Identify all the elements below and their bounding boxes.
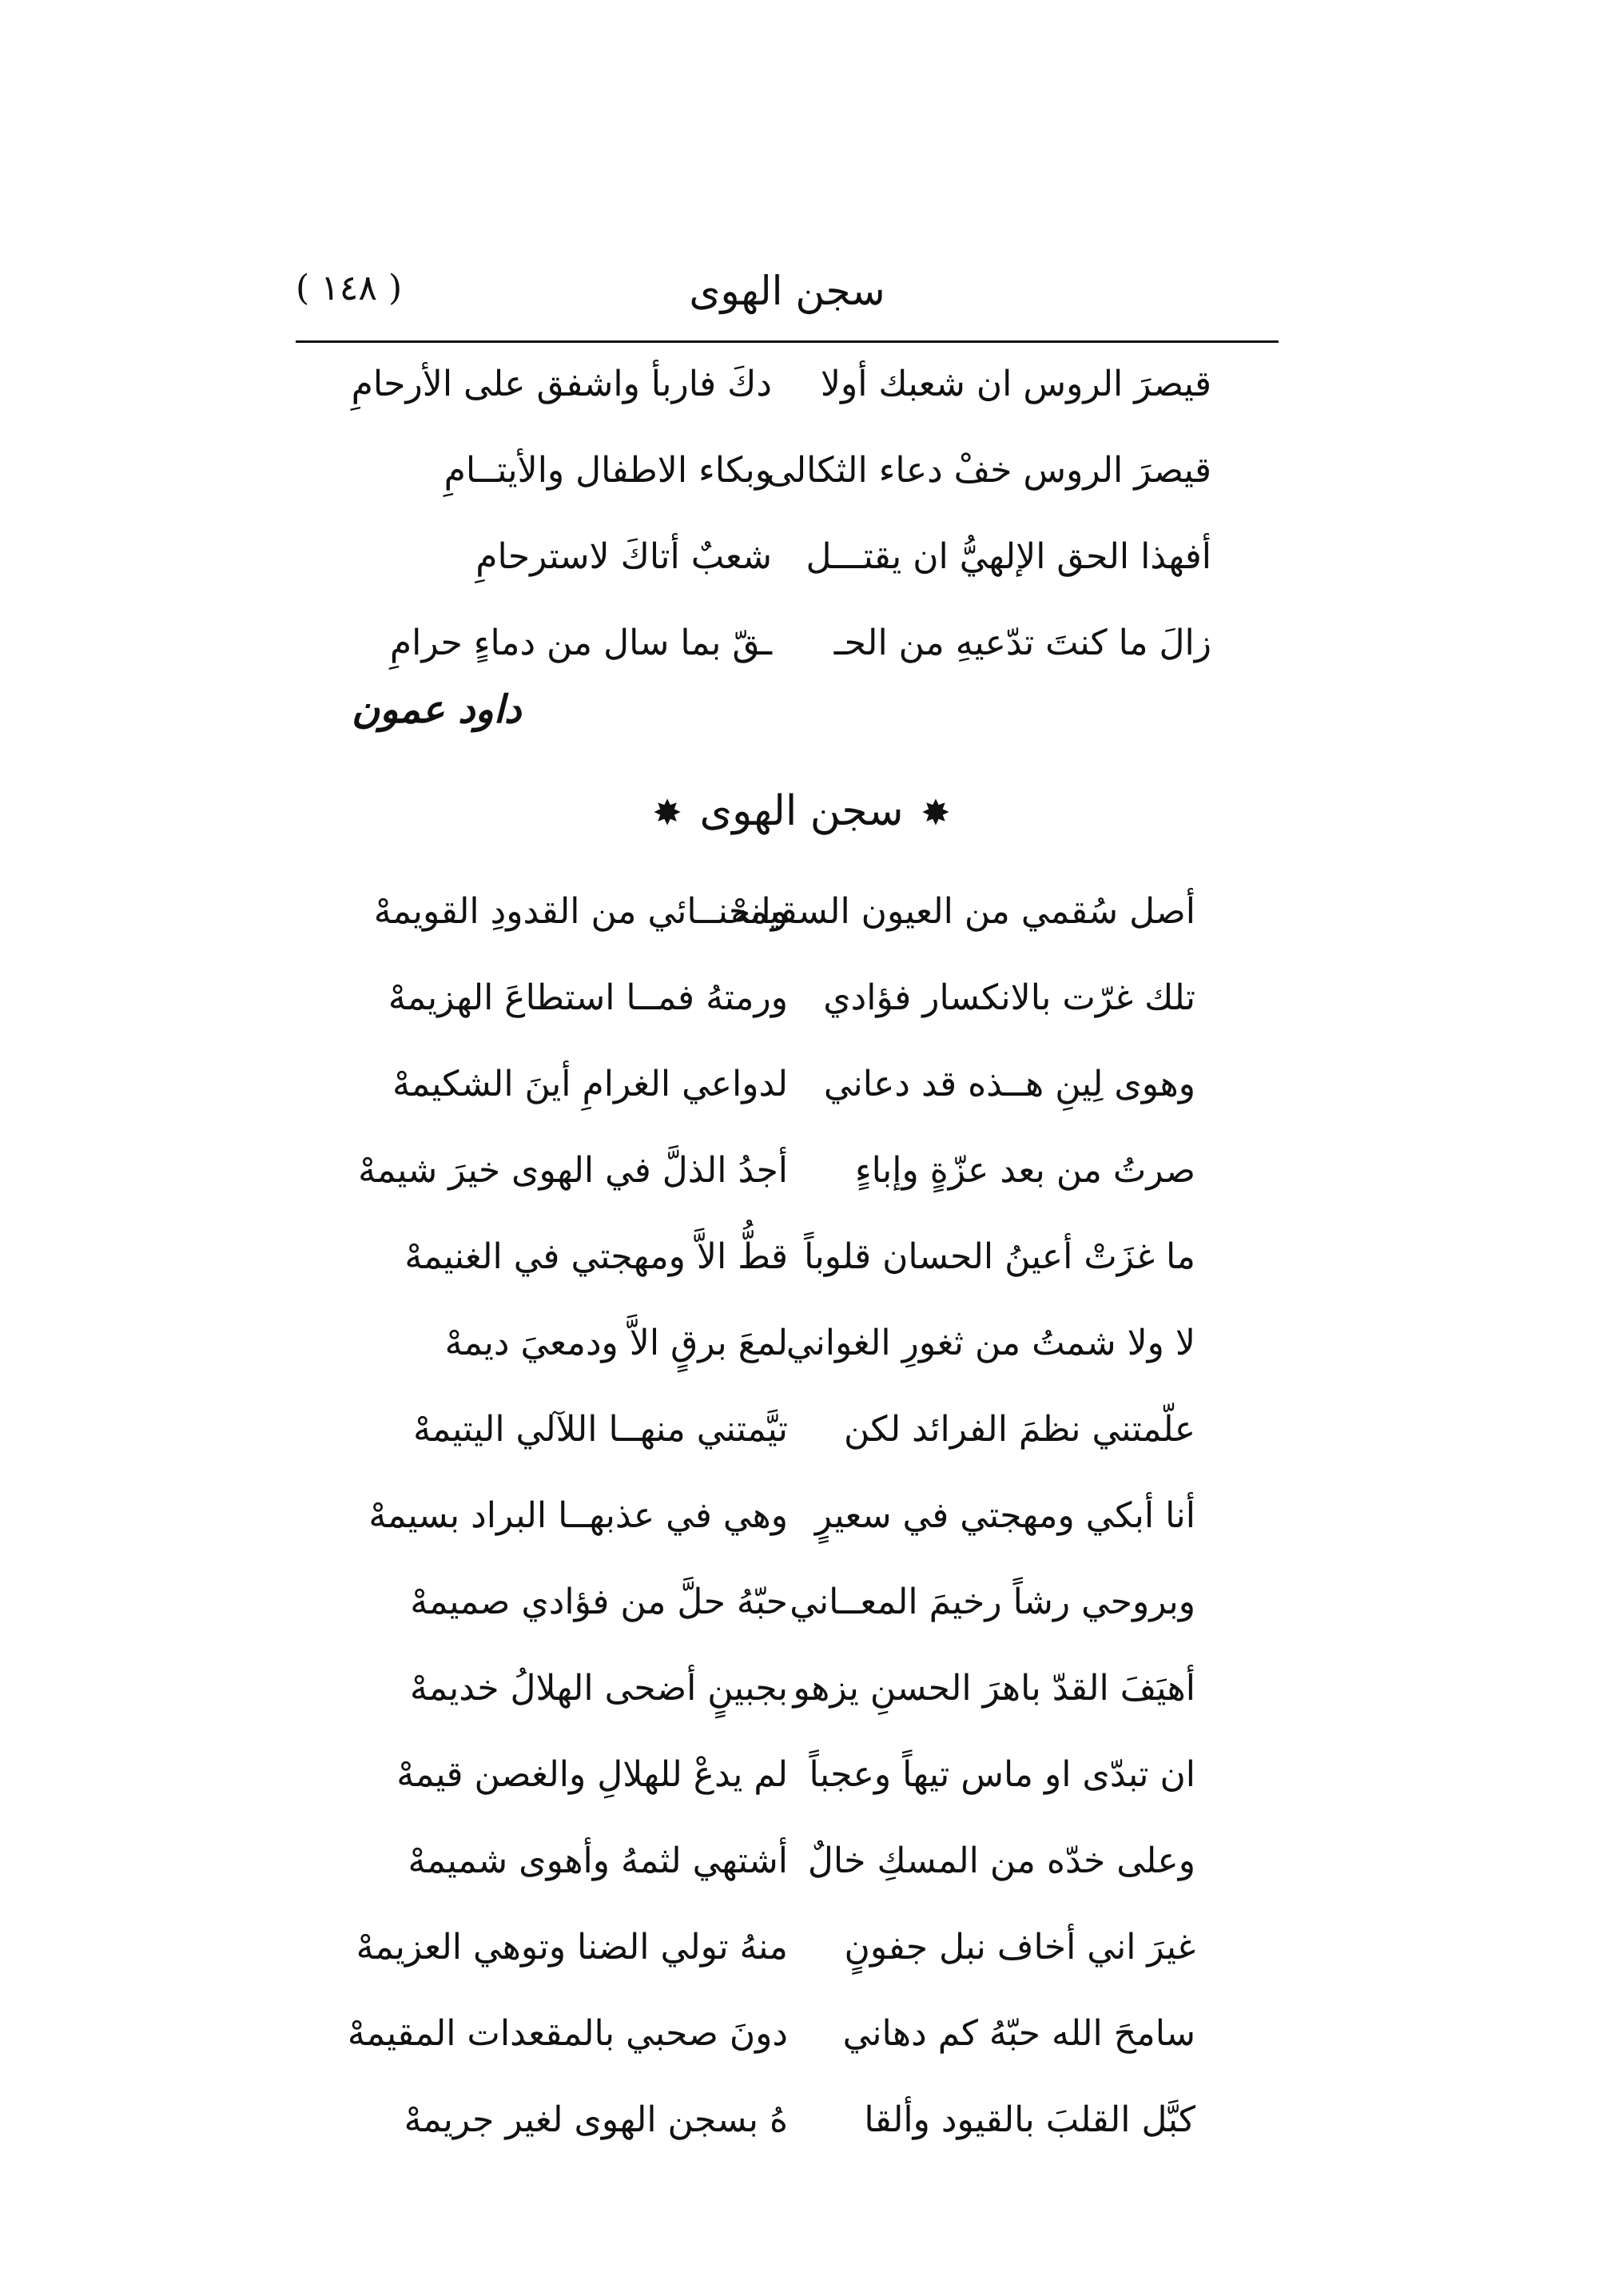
verse: [0, 1150, 1603, 1236]
verse-second-hemistich: شعبٌ أتاكَ لاسترحامِ: [475, 536, 772, 577]
verse-first-hemistich: أفهذا الحق الإلهيُّ ان يقتـــل: [805, 536, 1211, 577]
verse-second-hemistich: أجدُ الذلَّ في الهوى خيرَ شيمهْ: [358, 1150, 788, 1191]
verse-first-hemistich: أنا أبكي ومهجتي في سعيرٍ: [814, 1495, 1195, 1536]
verse-second-hemistich: حبّهُ حلَّ من فؤادي صميمهْ: [410, 1582, 788, 1622]
verse-first-hemistich: كبَّل القلبَ بالقيود وألقا: [864, 2099, 1195, 2140]
verse-second-hemistich: وهي في عذبهــا البراد بسيمهْ: [368, 1495, 788, 1536]
verse: [0, 1236, 1603, 1323]
verse: [0, 1582, 1603, 1668]
verse-second-hemistich: أشتهي لثمهُ وأهوى شميمهْ: [408, 1840, 788, 1881]
verse-second-hemistich: قطُّ الاَّ ومهجتي في الغنيمهْ: [404, 1236, 788, 1277]
verse-first-hemistich: قيصرَ الروس خفْ دعاء الثكالى: [766, 450, 1211, 491]
verse-first-hemistich: سامحَ الله حبّهُ كم دهاني: [842, 2013, 1195, 2054]
verse-first-hemistich: ما غزَتْ أعينُ الحسان قلوباً: [804, 1236, 1195, 1277]
verse-first-hemistich: تلك غرّت بالانكسار فؤادي: [823, 977, 1195, 1018]
verse: [0, 1840, 1603, 1927]
verse: [0, 623, 1603, 709]
verse-first-hemistich: وعلى خدّه من المسكِ خالٌ: [807, 1840, 1195, 1881]
running-title: سجن الهوى: [689, 268, 885, 314]
verse: [0, 2099, 1603, 2186]
verse-second-hemistich: دونَ صحبي بالمقعدات المقيمهْ: [347, 2013, 788, 2054]
verse-first-hemistich: لا ولا شمتُ من ثغورِ الغواني: [786, 1323, 1195, 1363]
verse-first-hemistich: غيرَ اني أخاف نبل جفونٍ: [844, 1927, 1195, 1968]
verse: [0, 1495, 1603, 1582]
verse: [0, 364, 1603, 450]
verse: [0, 891, 1603, 977]
verse: [0, 1927, 1603, 2013]
verse: [0, 450, 1603, 536]
verse-first-hemistich: أهيَفَ القدّ باهرَ الحسنِ يزهو: [793, 1668, 1195, 1709]
verse: [0, 1409, 1603, 1495]
verse-second-hemistich: دكَ فاربأ واشفق على الأرحامِ: [351, 364, 772, 404]
verse: [0, 1754, 1603, 1840]
verse: [0, 536, 1603, 623]
verse-first-hemistich: وبروحي رشاً رخيمَ المعــاني: [790, 1582, 1195, 1622]
section-title-text: سجن الهوى: [699, 787, 904, 835]
verse-second-hemistich: لم يدعْ للهلالِ والغصن قيمهْ: [396, 1754, 788, 1795]
verse: [0, 977, 1603, 1064]
verse-second-hemistich: بجبينٍ أضحى الهلالُ خديمهْ: [409, 1668, 788, 1709]
poem-block-1: [0, 364, 1603, 709]
verse-first-hemistich: علّمتني نظمَ الفرائد لكن: [844, 1409, 1195, 1450]
section-title: [0, 787, 1603, 835]
verse: [0, 1668, 1603, 1754]
verse-second-hemistich: منهُ تولي الضنا وتوهي العزيمهْ: [356, 1927, 788, 1968]
verse-first-hemistich: زالَ ما كنتَ تدّعيهِ من الحـ: [833, 623, 1211, 663]
verse-second-hemistich: وانحنــائي من القدودِ القويمهْ: [373, 891, 788, 932]
verse-first-hemistich: صرتُ من بعد عزّةٍ وإباءٍ: [854, 1150, 1195, 1191]
page-header: [296, 268, 1279, 332]
page-number: ( ١٤٨ ): [296, 268, 403, 308]
star-ornament-icon: ✸: [652, 793, 682, 834]
verse-second-hemistich: وبكاء الاطفال والأيتــامِ: [444, 450, 772, 491]
verse: [0, 2013, 1603, 2099]
verse: [0, 1323, 1603, 1409]
verse-first-hemistich: وهوى لِينِ هــذه قد دعاني: [823, 1064, 1195, 1104]
verse-second-hemistich: هُ بسجن الهوى لغير جريمهْ: [404, 2099, 788, 2140]
verse-second-hemistich: تيَّمتني منهــا اللآلي اليتيمهْ: [413, 1409, 788, 1450]
verse-first-hemistich: ان تبدّى او ماس تيهاً وعجباً: [809, 1754, 1195, 1795]
verse-second-hemistich: ورمتهُ فمــا استطاعَ الهزيمهْ: [388, 977, 788, 1018]
verse-first-hemistich: أصل سُقمي من العيون السقيمهْ: [730, 891, 1195, 932]
verse: [0, 1064, 1603, 1150]
verse-second-hemistich: لمعَ برقٍ الاَّ ودمعيَ ديمهْ: [444, 1323, 788, 1363]
poem-block-2: [0, 891, 1603, 2186]
header-rule: [296, 340, 1279, 343]
verse-first-hemistich: قيصرَ الروس ان شعبك أولا: [820, 364, 1211, 404]
author-signature: داود عمون: [352, 687, 522, 732]
verse-second-hemistich: لدواعي الغرامِ أينَ الشكيمهْ: [392, 1064, 788, 1104]
verse-second-hemistich: ـقّ بما سال من دماءٍ حرامِ: [389, 623, 772, 663]
star-ornament-icon: ✸: [921, 793, 951, 834]
